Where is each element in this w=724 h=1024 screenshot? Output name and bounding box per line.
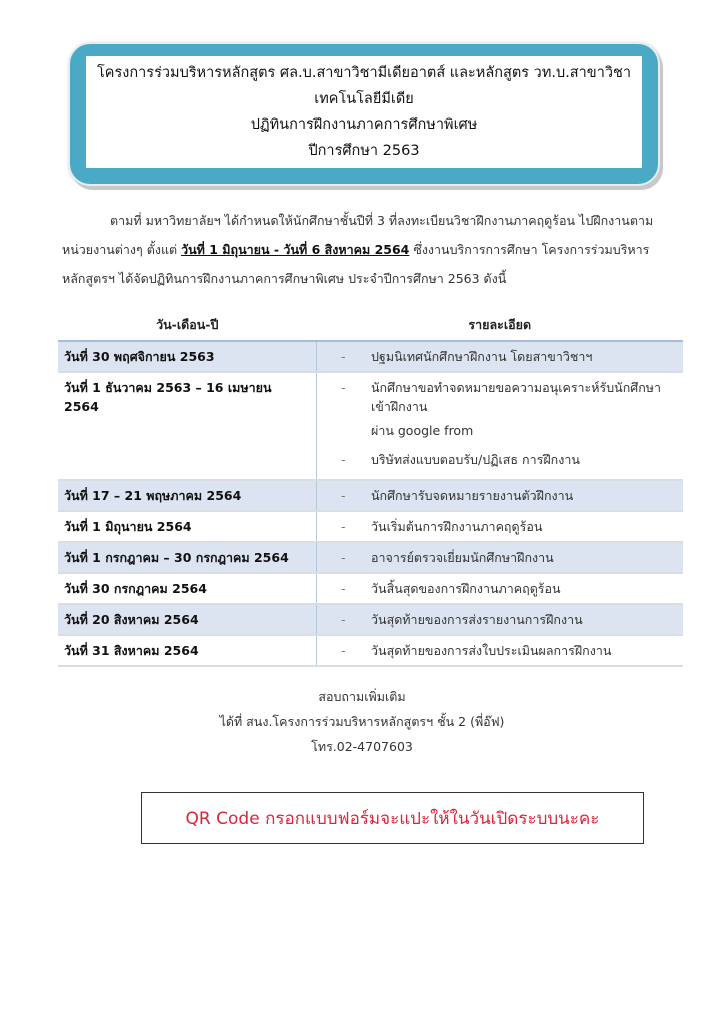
- detail-item: ปฐมนิเทศนักศึกษาฝึกงาน โดยสาขาวิชาฯ: [371, 349, 593, 364]
- internship-period: วันที่ 1 มิถุนายน - วันที่ 6 สิงหาคม 2564: [181, 242, 410, 257]
- table-row: [58, 511, 683, 542]
- row-details: - ปฐมนิเทศนักศึกษาฝึกงาน โดยสาขาวิชาฯ: [317, 341, 684, 372]
- detail-item: วันสุดท้ายของการส่งใบประเมินผลการฝึกงาน: [371, 643, 612, 658]
- header-date: วัน-เดือน-ปี: [156, 317, 219, 332]
- contact-heading: สอบถามเพิ่มเติม: [318, 689, 406, 704]
- table-row: [58, 341, 683, 372]
- row-date: วันที่ 1 ธันวาคม 2563 – 16 เมษายน 2564: [58, 372, 317, 480]
- table-row: [58, 480, 683, 511]
- detail-item: วันเริ่มต้นการฝึกงานภาคฤดูร้อน: [371, 519, 543, 534]
- contact-phone: โทร.02-4707603: [311, 739, 413, 754]
- detail-item: บริษัทส่งแบบตอบรับ/ปฏิเสธ การฝึกงาน: [371, 452, 580, 467]
- contact-info: [0, 684, 724, 759]
- row-details: - วันสุดท้ายของการส่งใบประเมินผลการฝึกงาน: [317, 635, 684, 666]
- detail-item: วันสิ้นสุดของการฝึกงานภาคฤดูร้อน: [371, 581, 561, 596]
- row-details: - อาจารย์ตรวจเยี่ยมนักศึกษาฝึกงาน: [317, 542, 684, 573]
- table-row: [58, 635, 683, 666]
- header-details: รายละเอียด: [468, 317, 532, 332]
- row-date: วันที่ 1 มิถุนายน 2564: [58, 511, 317, 542]
- detail-item: วันสุดท้ายของการส่งรายงานการฝึกงาน: [371, 612, 583, 627]
- row-details: - วันเริ่มต้นการฝึกงานภาคฤดูร้อน: [317, 511, 684, 542]
- title-line-program: โครงการร่วมบริหารหลักสูตร ศล.บ.สาขาวิชามีเดียอาตส์ และหลักสูตร วท.บ.สาขาวิชา: [97, 65, 631, 81]
- table-row: [58, 542, 683, 573]
- row-date: วันที่ 30 กรกฎาคม 2564: [58, 573, 317, 604]
- title-line-calendar: ปฏิทินการฝึกงานภาคการศึกษาพิเศษ: [250, 117, 478, 133]
- contact-location: ได้ที่ สนง.โครงการร่วมบริหารหลักสูตรฯ ชั้น 2 (พี่อ๊ฟ): [219, 714, 505, 729]
- title-line-major: เทคโนโลยีมีเดีย: [314, 91, 414, 107]
- table-row: [58, 604, 683, 635]
- row-details: - นักศึกษาขอทำจดหมายขอความอนุเคราะห์รับนักศึกษาเข้าฝึกงาน ผ่าน google from - บริษัทส่งแบบตอบรับ/ปฏิเสธ การฝึกงาน: [317, 372, 684, 480]
- qr-code-notice: QR Code กรอกแบบฟอร์มจะแปะให้ในวันเปิดระบบนะคะ: [185, 808, 600, 829]
- row-date: วันที่ 20 สิงหาคม 2564: [58, 604, 317, 635]
- detail-item: อาจารย์ตรวจเยี่ยมนักศึกษาฝึกงาน: [371, 550, 554, 565]
- qr-code-notice-box: [141, 792, 644, 844]
- title-box: [68, 42, 660, 186]
- schedule-table: [58, 310, 683, 667]
- intro-line-2: [62, 235, 662, 264]
- detail-item-continued: ผ่าน google from: [371, 423, 474, 438]
- row-details: - วันสุดท้ายของการส่งรายงานการฝึกงาน: [317, 604, 684, 635]
- intro-line-2-suffix: ซึ่งงานบริการการศึกษา โครงการร่วมบริหาร: [409, 242, 650, 257]
- row-date: วันที่ 31 สิงหาคม 2564: [58, 635, 317, 666]
- row-details: - นักศึกษารับจดหมายรายงานตัวฝึกงาน: [317, 480, 684, 511]
- schedule-header-row: [58, 310, 683, 341]
- row-details: - วันสิ้นสุดของการฝึกงานภาคฤดูร้อน: [317, 573, 684, 604]
- intro-line-3: หลักสูตรฯ ได้จัดปฏิทินการฝึกงานภาคการศึกษาพิเศษ ประจำปีการศึกษา 2563 ดังนี้: [62, 271, 507, 286]
- intro-line-2-prefix: หน่วยงานต่างๆ ตั้งแต่: [62, 242, 182, 257]
- row-date: วันที่ 1 กรกฎาคม – 30 กรกฎาคม 2564: [58, 542, 317, 573]
- intro-paragraph: [62, 206, 662, 293]
- detail-item: นักศึกษารับจดหมายรายงานตัวฝึกงาน: [371, 488, 574, 503]
- title-line-year: ปีการศึกษา 2563: [308, 143, 420, 159]
- detail-item: นักศึกษาขอทำจดหมายขอความอนุเคราะห์รับนักศึกษาเข้าฝึกงาน: [371, 380, 662, 414]
- row-date: วันที่ 17 – 21 พฤษภาคม 2564: [58, 480, 317, 511]
- row-date: วันที่ 30 พฤศจิกายน 2563: [58, 341, 317, 372]
- table-row: [58, 573, 683, 604]
- table-row: [58, 372, 683, 480]
- intro-line-1: ตามที่ มหาวิทยาลัยฯ ได้กำหนดให้นักศึกษาชั้นปีที่ 3 ที่ลงทะเบียนวิชาฝึกงานภาคฤดูร้อน ไปฝึกงานตาม: [110, 213, 654, 228]
- title-box-inner: [86, 56, 642, 168]
